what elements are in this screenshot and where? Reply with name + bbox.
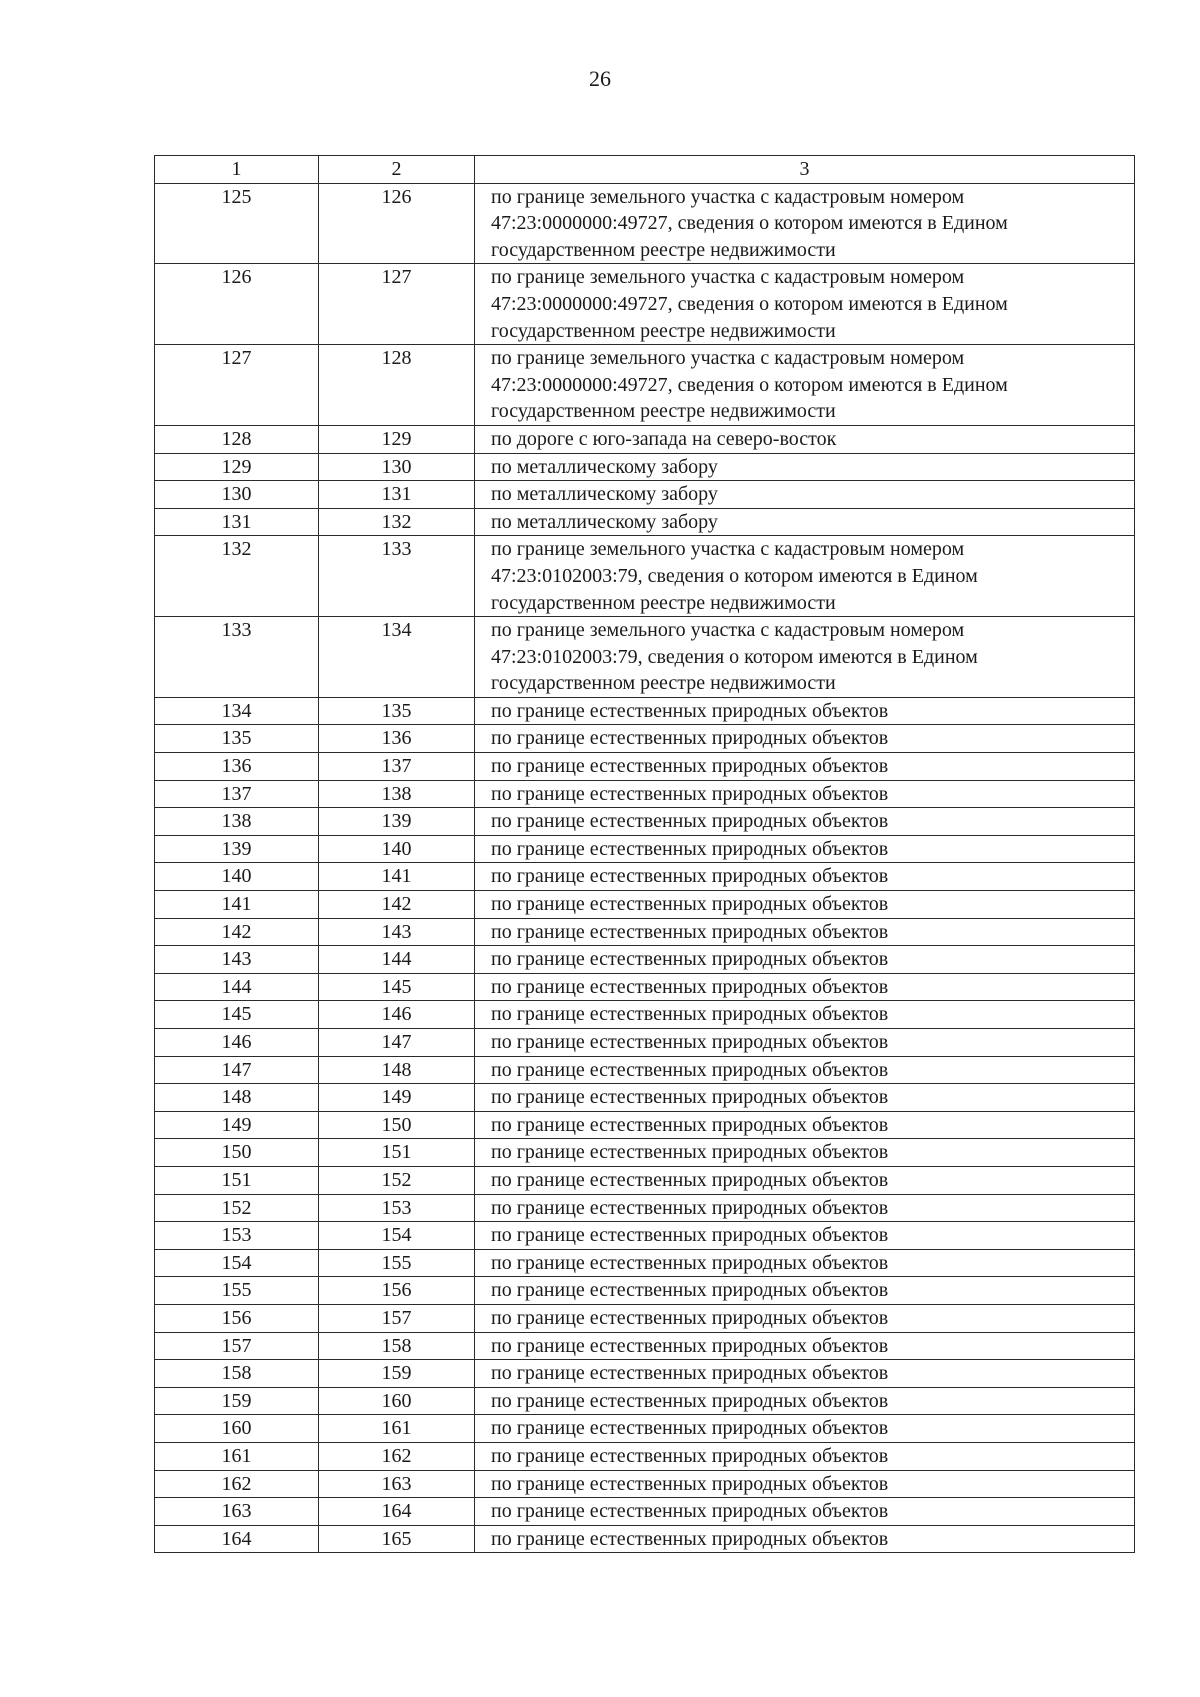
description-cell <box>475 1442 1135 1470</box>
description-line: 47:23:0000000:49727, сведения о котором имеются в Едином <box>491 292 1008 315</box>
description-line: по границе естественных природных объектов <box>491 975 889 998</box>
start-point-cell: 131 <box>155 508 319 536</box>
table-row <box>155 1360 1135 1388</box>
description-line: по границе естественных природных объектов <box>491 1527 889 1550</box>
description-line: по границе естественных природных объектов <box>491 1279 889 1302</box>
description-line: по границе естественных природных объектов <box>491 1058 889 1081</box>
description-cell <box>475 1029 1135 1057</box>
description-cell <box>475 1222 1135 1250</box>
start-point-cell: 144 <box>155 973 319 1001</box>
end-point-cell: 129 <box>319 425 475 453</box>
end-point-cell: 154 <box>319 1222 475 1250</box>
table-row <box>155 1084 1135 1112</box>
start-point-cell: 156 <box>155 1304 319 1332</box>
end-point-cell: 153 <box>319 1194 475 1222</box>
table-row <box>155 1277 1135 1305</box>
table-row <box>155 753 1135 781</box>
description-cell <box>475 1332 1135 1360</box>
table-row <box>155 1498 1135 1526</box>
description-cell <box>475 508 1135 536</box>
start-point-cell: 159 <box>155 1387 319 1415</box>
description-line: по границе естественных природных объектов <box>491 1168 889 1191</box>
description-line: 47:23:0000000:49727, сведения о котором имеются в Едином <box>491 373 1008 396</box>
description-line: по границе естественных природных объектов <box>491 920 889 943</box>
description-line: по границе естественных природных объектов <box>491 1334 889 1357</box>
description-cell <box>475 1498 1135 1526</box>
description-cell <box>475 1249 1135 1277</box>
table-row <box>155 1001 1135 1029</box>
description-line: по границе естественных природных объектов <box>491 1444 889 1467</box>
table-row <box>155 1470 1135 1498</box>
description-cell <box>475 808 1135 836</box>
table-row <box>155 1222 1135 1250</box>
description-cell <box>475 753 1135 781</box>
start-point-cell: 153 <box>155 1222 319 1250</box>
description-line: государственном реестре недвижимости <box>491 591 836 614</box>
table-row <box>155 1166 1135 1194</box>
description-line: по границе естественных природных объектов <box>491 1472 889 1495</box>
start-point-cell: 150 <box>155 1139 319 1167</box>
start-point-cell: 136 <box>155 753 319 781</box>
description-cell <box>475 183 1135 264</box>
description-line: 47:23:0000000:49727, сведения о котором имеются в Едином <box>491 212 1008 235</box>
table-row <box>155 264 1135 345</box>
start-point-cell: 154 <box>155 1249 319 1277</box>
description-line: по дороге с юго-запада на северо-восток <box>491 427 837 450</box>
description-cell <box>475 780 1135 808</box>
start-point-cell: 146 <box>155 1029 319 1057</box>
description-cell <box>475 1415 1135 1443</box>
start-point-cell: 143 <box>155 946 319 974</box>
start-point-cell: 137 <box>155 780 319 808</box>
table-row <box>155 1442 1135 1470</box>
end-point-cell: 127 <box>319 264 475 345</box>
start-point-cell: 132 <box>155 536 319 617</box>
description-cell <box>475 1470 1135 1498</box>
end-point-cell: 142 <box>319 891 475 919</box>
start-point-cell: 125 <box>155 183 319 264</box>
description-cell <box>475 345 1135 426</box>
header-cell-2: 2 <box>319 156 475 184</box>
description-cell <box>475 617 1135 698</box>
header-cell-1: 1 <box>155 156 319 184</box>
end-point-cell: 138 <box>319 780 475 808</box>
table-row <box>155 1194 1135 1222</box>
table-row <box>155 508 1135 536</box>
description-cell <box>475 264 1135 345</box>
start-point-cell: 164 <box>155 1525 319 1553</box>
table-row <box>155 425 1135 453</box>
description-cell <box>475 1387 1135 1415</box>
description-line: по границе естественных природных объектов <box>491 810 889 833</box>
end-point-cell: 160 <box>319 1387 475 1415</box>
description-line: по металлическому забору <box>491 510 718 533</box>
end-point-cell: 134 <box>319 617 475 698</box>
description-line: по границе естественных природных объектов <box>491 1086 889 1109</box>
description-cell <box>475 1360 1135 1388</box>
end-point-cell: 132 <box>319 508 475 536</box>
end-point-cell: 145 <box>319 973 475 1001</box>
start-point-cell: 130 <box>155 481 319 509</box>
description-line: по границе земельного участка с кадастровым номером <box>491 185 965 208</box>
table-row <box>155 1111 1135 1139</box>
description-cell <box>475 1139 1135 1167</box>
end-point-cell: 135 <box>319 697 475 725</box>
end-point-cell: 141 <box>319 863 475 891</box>
start-point-cell: 134 <box>155 697 319 725</box>
table-row <box>155 946 1135 974</box>
start-point-cell: 139 <box>155 835 319 863</box>
description-cell <box>475 1166 1135 1194</box>
table-row <box>155 891 1135 919</box>
start-point-cell: 161 <box>155 1442 319 1470</box>
end-point-cell: 140 <box>319 835 475 863</box>
end-point-cell: 139 <box>319 808 475 836</box>
start-point-cell: 149 <box>155 1111 319 1139</box>
end-point-cell: 143 <box>319 918 475 946</box>
table-row <box>155 808 1135 836</box>
end-point-cell: 128 <box>319 345 475 426</box>
table-row <box>155 1029 1135 1057</box>
description-line: по границе естественных природных объектов <box>491 1003 889 1026</box>
end-point-cell: 126 <box>319 183 475 264</box>
description-line: государственном реестре недвижимости <box>491 672 836 695</box>
start-point-cell: 141 <box>155 891 319 919</box>
start-point-cell: 127 <box>155 345 319 426</box>
end-point-cell: 148 <box>319 1056 475 1084</box>
start-point-cell: 126 <box>155 264 319 345</box>
description-cell <box>475 946 1135 974</box>
description-line: по границе естественных природных объектов <box>491 1196 889 1219</box>
table-row <box>155 918 1135 946</box>
table-header-row <box>155 156 1135 184</box>
table-row <box>155 453 1135 481</box>
table-row <box>155 1056 1135 1084</box>
description-cell <box>475 1056 1135 1084</box>
table-row <box>155 973 1135 1001</box>
description-line: по границе естественных природных объектов <box>491 1251 889 1274</box>
end-point-cell: 158 <box>319 1332 475 1360</box>
description-cell <box>475 1525 1135 1553</box>
table-row <box>155 1525 1135 1553</box>
end-point-cell: 136 <box>319 725 475 753</box>
end-point-cell: 162 <box>319 1442 475 1470</box>
description-line: по границе естественных природных объектов <box>491 1417 889 1440</box>
description-cell <box>475 1277 1135 1305</box>
start-point-cell: 152 <box>155 1194 319 1222</box>
description-cell <box>475 1084 1135 1112</box>
boundary-description-table <box>154 155 1135 1553</box>
description-line: по границе естественных природных объектов <box>491 1031 889 1053</box>
start-point-cell: 145 <box>155 1001 319 1029</box>
start-point-cell: 157 <box>155 1332 319 1360</box>
description-cell <box>475 1001 1135 1029</box>
description-line: по границе естественных природных объектов <box>491 1306 889 1329</box>
start-point-cell: 129 <box>155 453 319 481</box>
table-row <box>155 617 1135 698</box>
start-point-cell: 138 <box>155 808 319 836</box>
start-point-cell: 128 <box>155 425 319 453</box>
table-row <box>155 345 1135 426</box>
start-point-cell: 155 <box>155 1277 319 1305</box>
description-cell <box>475 891 1135 919</box>
table-row <box>155 863 1135 891</box>
table-row <box>155 780 1135 808</box>
description-line: по границе естественных природных объектов <box>491 782 889 805</box>
end-point-cell: 152 <box>319 1166 475 1194</box>
start-point-cell: 151 <box>155 1166 319 1194</box>
start-point-cell: 158 <box>155 1360 319 1388</box>
end-point-cell: 165 <box>319 1525 475 1553</box>
description-cell <box>475 481 1135 509</box>
end-point-cell: 161 <box>319 1415 475 1443</box>
description-cell <box>475 835 1135 863</box>
description-line: 47:23:0102003:79, сведения о котором имеются в Едином <box>491 564 978 587</box>
description-line: 47:23:0102003:79, сведения о котором имеются в Едином <box>491 645 978 668</box>
description-line: государственном реестре недвижимости <box>491 319 836 342</box>
description-line: государственном реестре недвижимости <box>491 400 836 423</box>
start-point-cell: 162 <box>155 1470 319 1498</box>
description-cell <box>475 1304 1135 1332</box>
description-line: по границе естественных природных объектов <box>491 1113 889 1136</box>
description-line: по границе естественных природных объектов <box>491 893 889 916</box>
header-cell-3: 3 <box>475 156 1135 184</box>
start-point-cell: 163 <box>155 1498 319 1526</box>
description-line: по границе естественных природных объектов <box>491 865 889 888</box>
end-point-cell: 146 <box>319 1001 475 1029</box>
start-point-cell: 135 <box>155 725 319 753</box>
end-point-cell: 147 <box>319 1029 475 1057</box>
description-cell <box>475 425 1135 453</box>
start-point-cell: 160 <box>155 1415 319 1443</box>
end-point-cell: 156 <box>319 1277 475 1305</box>
table-row <box>155 1139 1135 1167</box>
description-line: по границе естественных природных объектов <box>491 1141 889 1164</box>
description-cell <box>475 1111 1135 1139</box>
description-line: по границе естественных природных объектов <box>491 755 889 778</box>
end-point-cell: 157 <box>319 1304 475 1332</box>
table-row <box>155 1249 1135 1277</box>
end-point-cell: 151 <box>319 1139 475 1167</box>
description-line: по границе естественных природных объектов <box>491 699 889 722</box>
start-point-cell: 147 <box>155 1056 319 1084</box>
end-point-cell: 130 <box>319 453 475 481</box>
table-row <box>155 481 1135 509</box>
description-line: по металлическому забору <box>491 483 718 506</box>
end-point-cell: 137 <box>319 753 475 781</box>
end-point-cell: 159 <box>319 1360 475 1388</box>
start-point-cell: 140 <box>155 863 319 891</box>
end-point-cell: 149 <box>319 1084 475 1112</box>
description-line: по границе естественных природных объектов <box>491 948 889 971</box>
description-line: по границе земельного участка с кадастровым номером <box>491 266 965 289</box>
end-point-cell: 133 <box>319 536 475 617</box>
table-row <box>155 1304 1135 1332</box>
table-row <box>155 536 1135 617</box>
description-cell <box>475 536 1135 617</box>
description-line: по металлическому забору <box>491 455 718 478</box>
start-point-cell: 133 <box>155 617 319 698</box>
table-body <box>155 156 1135 1553</box>
table-row <box>155 835 1135 863</box>
end-point-cell: 131 <box>319 481 475 509</box>
description-line: по границе естественных природных объектов <box>491 1224 889 1247</box>
table-row <box>155 725 1135 753</box>
description-cell <box>475 453 1135 481</box>
description-cell <box>475 1194 1135 1222</box>
description-line: по границе естественных природных объектов <box>491 837 889 860</box>
end-point-cell: 150 <box>319 1111 475 1139</box>
description-line: по границе естественных природных объектов <box>491 727 889 750</box>
description-line: по границе земельного участка с кадастровым номером <box>491 347 965 370</box>
description-line: по границе естественных природных объектов <box>491 1389 889 1412</box>
end-point-cell: 163 <box>319 1470 475 1498</box>
description-line: по границе естественных природных объектов <box>491 1362 889 1385</box>
page-number: 26 <box>589 66 611 91</box>
table-row <box>155 1332 1135 1360</box>
description-cell <box>475 973 1135 1001</box>
description-line: по границе земельного участка с кадастровым номером <box>491 538 965 561</box>
description-cell <box>475 863 1135 891</box>
end-point-cell: 155 <box>319 1249 475 1277</box>
description-line: по границе естественных природных объектов <box>491 1500 889 1523</box>
description-cell <box>475 697 1135 725</box>
table-row <box>155 697 1135 725</box>
end-point-cell: 144 <box>319 946 475 974</box>
table-row <box>155 1387 1135 1415</box>
description-cell <box>475 725 1135 753</box>
end-point-cell: 164 <box>319 1498 475 1526</box>
description-line: государственном реестре недвижимости <box>491 238 836 261</box>
start-point-cell: 142 <box>155 918 319 946</box>
description-cell <box>475 918 1135 946</box>
description-line: по границе земельного участка с кадастровым номером <box>491 619 965 642</box>
start-point-cell: 148 <box>155 1084 319 1112</box>
table-row <box>155 1415 1135 1443</box>
table-row <box>155 183 1135 264</box>
